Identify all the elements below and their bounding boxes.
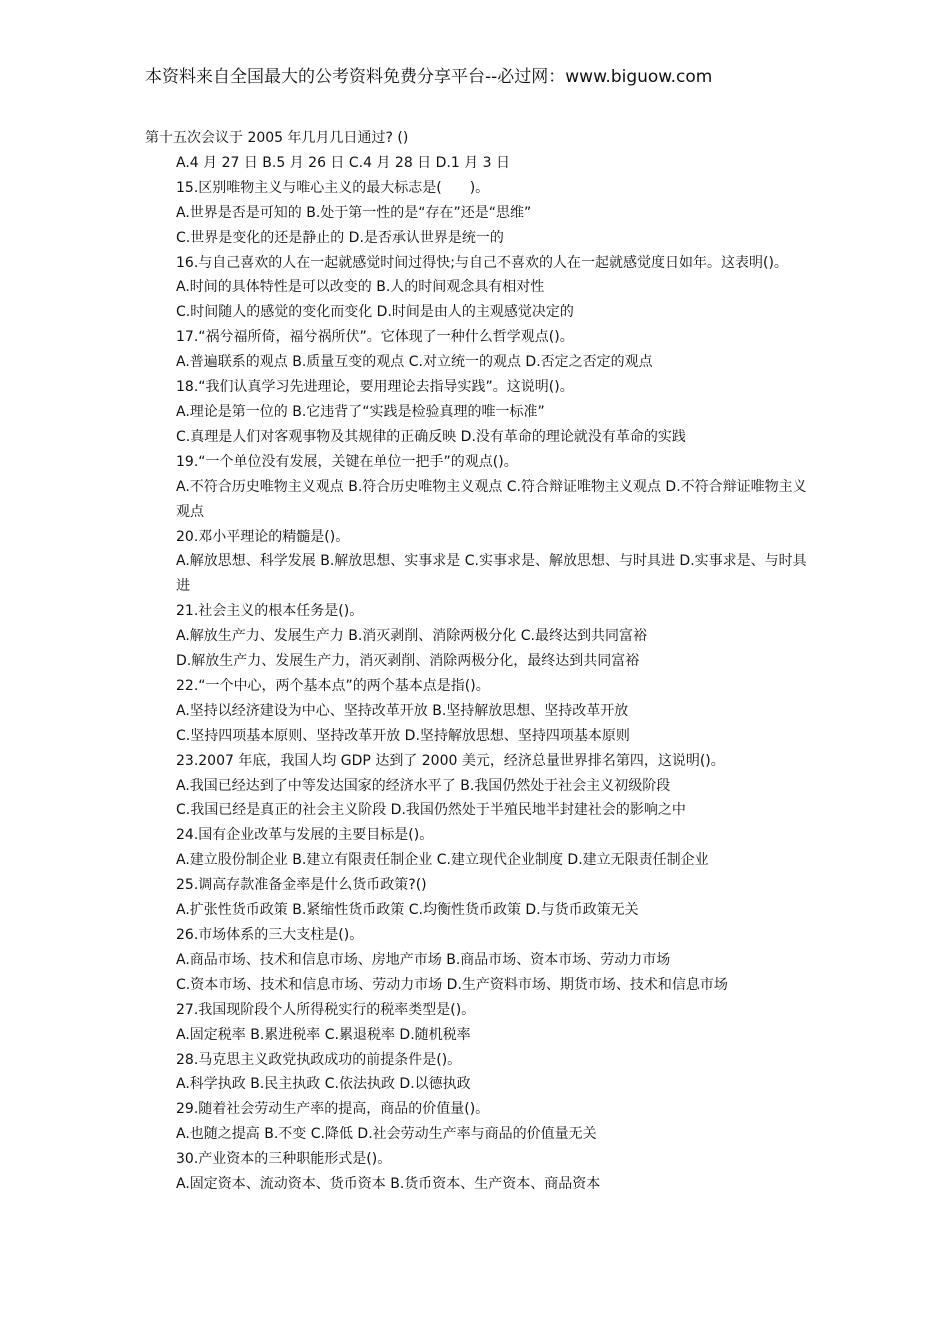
option-line: A.科学执政 B.民主执政 C.依法执政 D.以德执政 [176, 1076, 471, 1093]
option-line: A.也随之提高 B.不变 C.降低 D.社会劳动生产率与商品的价值量无关 [176, 1126, 597, 1143]
question-line: 17.“祸兮福所倚，福兮祸所伏”。它体现了一种什么哲学观点()。 [176, 329, 574, 346]
question-line: 22.“一个中心，两个基本点”的两个基本点是指()。 [176, 677, 490, 694]
option-line: A.固定税率 B.累进税率 C.累退税率 D.随机税率 [176, 1026, 471, 1043]
question-line: 25.调高存款准备金率是什么货币政策?() [176, 877, 427, 894]
option-line: A.建立股份制企业 B.建立有限责任制企业 C.建立现代企业制度 D.建立无限责任制企业 [176, 852, 709, 869]
option-line: C.我国已经是真正的社会主义阶段 D.我国仍然处于半殖民地半封建社会的影响之中 [176, 802, 686, 819]
option-line: C.世界是变化的还是静止的 D.是否承认世界是统一的 [176, 229, 504, 246]
option-line: A.世界是否是可知的 B.处于第一性的是“存在”还是“思维” [176, 204, 532, 221]
question-line: 30.产业资本的三种职能形式是()。 [176, 1151, 392, 1168]
text-line: 第十五次会议于 2005 年几月几日通过? () [145, 130, 409, 146]
question-line: 18.“我们认真学习先进理论，要用理论去指导实践”。这说明()。 [176, 379, 574, 396]
option-line: C.时间随人的感觉的变化而变化 D.时间是由人的主观感觉决定的 [176, 304, 574, 321]
option-line: A.时间的具体特性是可以改变的 B.人的时间观念具有相对性 [176, 279, 545, 296]
option-line: C.真理是人们对客观事物及其规律的正确反映 D.没有革命的理论就没有革命的实践 [176, 428, 686, 445]
option-line: A.不符合历史唯物主义观点 B.符合历史唯物主义观点 C.符合辩证唯物主义观点 D.不符合辩证唯物主义观点 [176, 478, 807, 520]
option-line: A.我国已经达到了中等发达国家的经济水平了 B.我国仍然处于社会主义初级阶段 [176, 777, 671, 794]
option-line: D.解放生产力、发展生产力，消灭剥削、消除两极分化，最终达到共同富裕 [176, 653, 640, 670]
option-line: A.解放生产力、发展生产力 B.消灭剥削、消除两极分化 C.最终达到共同富裕 [176, 628, 647, 645]
option-line: A.解放思想、科学发展 B.解放思想、实事求是 C.实事求是、解放思想、与时具进 D.实事求是、与时具进 [176, 553, 807, 595]
question-line: 29.随着社会劳动生产率的提高，商品的价值量()。 [176, 1101, 490, 1118]
document-body [145, 126, 815, 1197]
question-line: 23.2007 年底，我国人均 GDP 达到了 2000 美元，经济总量世界排名第四，这说明()。 [176, 752, 725, 769]
text-line: A.4 月 27 日 B.5 月 26 日 C.4 月 28 日 D.1 月 3 日 [176, 154, 511, 171]
question-line: 28.马克思主义政党执政成功的前提条件是()。 [176, 1051, 462, 1068]
option-line: A.固定资本、流动资本、货币资本 B.货币资本、生产资本、商品资本 [176, 1176, 601, 1193]
option-line: A.商品市场、技术和信息市场、房地产市场 B.商品市场、资本市场、劳动力市场 [176, 951, 671, 968]
question-line: 16.与自己喜欢的人在一起就感觉时间过得快;与自己不喜欢的人在一起就感觉度日如年。这表明()。 [176, 254, 788, 271]
question-line: 27.我国现阶段个人所得税实行的税率类型是()。 [176, 1001, 476, 1018]
option-line: A.理论是第一位的 B.它违背了“实践是检验真理的唯一标准” [176, 403, 545, 420]
question-line: 21.社会主义的根本任务是()。 [176, 603, 364, 620]
option-line: A.坚持以经济建设为中心、坚持改革开放 B.坚持解放思想、坚持改革开放 [176, 702, 629, 719]
question-line: 19.“一个单位没有发展，关键在单位一把手”的观点()。 [176, 453, 518, 470]
question-line: 24.国有企业改革与发展的主要目标是()。 [176, 827, 434, 844]
question-line: 26.市场体系的三大支柱是()。 [176, 927, 364, 943]
option-line: C.资本市场、技术和信息市场、劳动力市场 D.生产资料市场、期货市场、技术和信息市场 [176, 976, 728, 993]
option-line: A.扩张性货币政策 B.紧缩性货币政策 C.均衡性货币政策 D.与货币政策无关 [176, 902, 639, 919]
option-line: A.普遍联系的观点 B.质量互变的观点 C.对立统一的观点 D.否定之否定的观点 [176, 354, 653, 371]
option-line: C.坚持四项基本原则、坚持改革开放 D.坚持解放思想、坚持四项基本原则 [176, 727, 630, 744]
question-line: 20.邓小平理论的精髓是()。 [176, 528, 350, 545]
question-line: 15.区别唯物主义与唯心主义的最大标志是( )。 [176, 179, 490, 196]
page-header: 本资料来自全国最大的公考资料免费分享平台--必过网：www.biguow.com [145, 67, 713, 87]
